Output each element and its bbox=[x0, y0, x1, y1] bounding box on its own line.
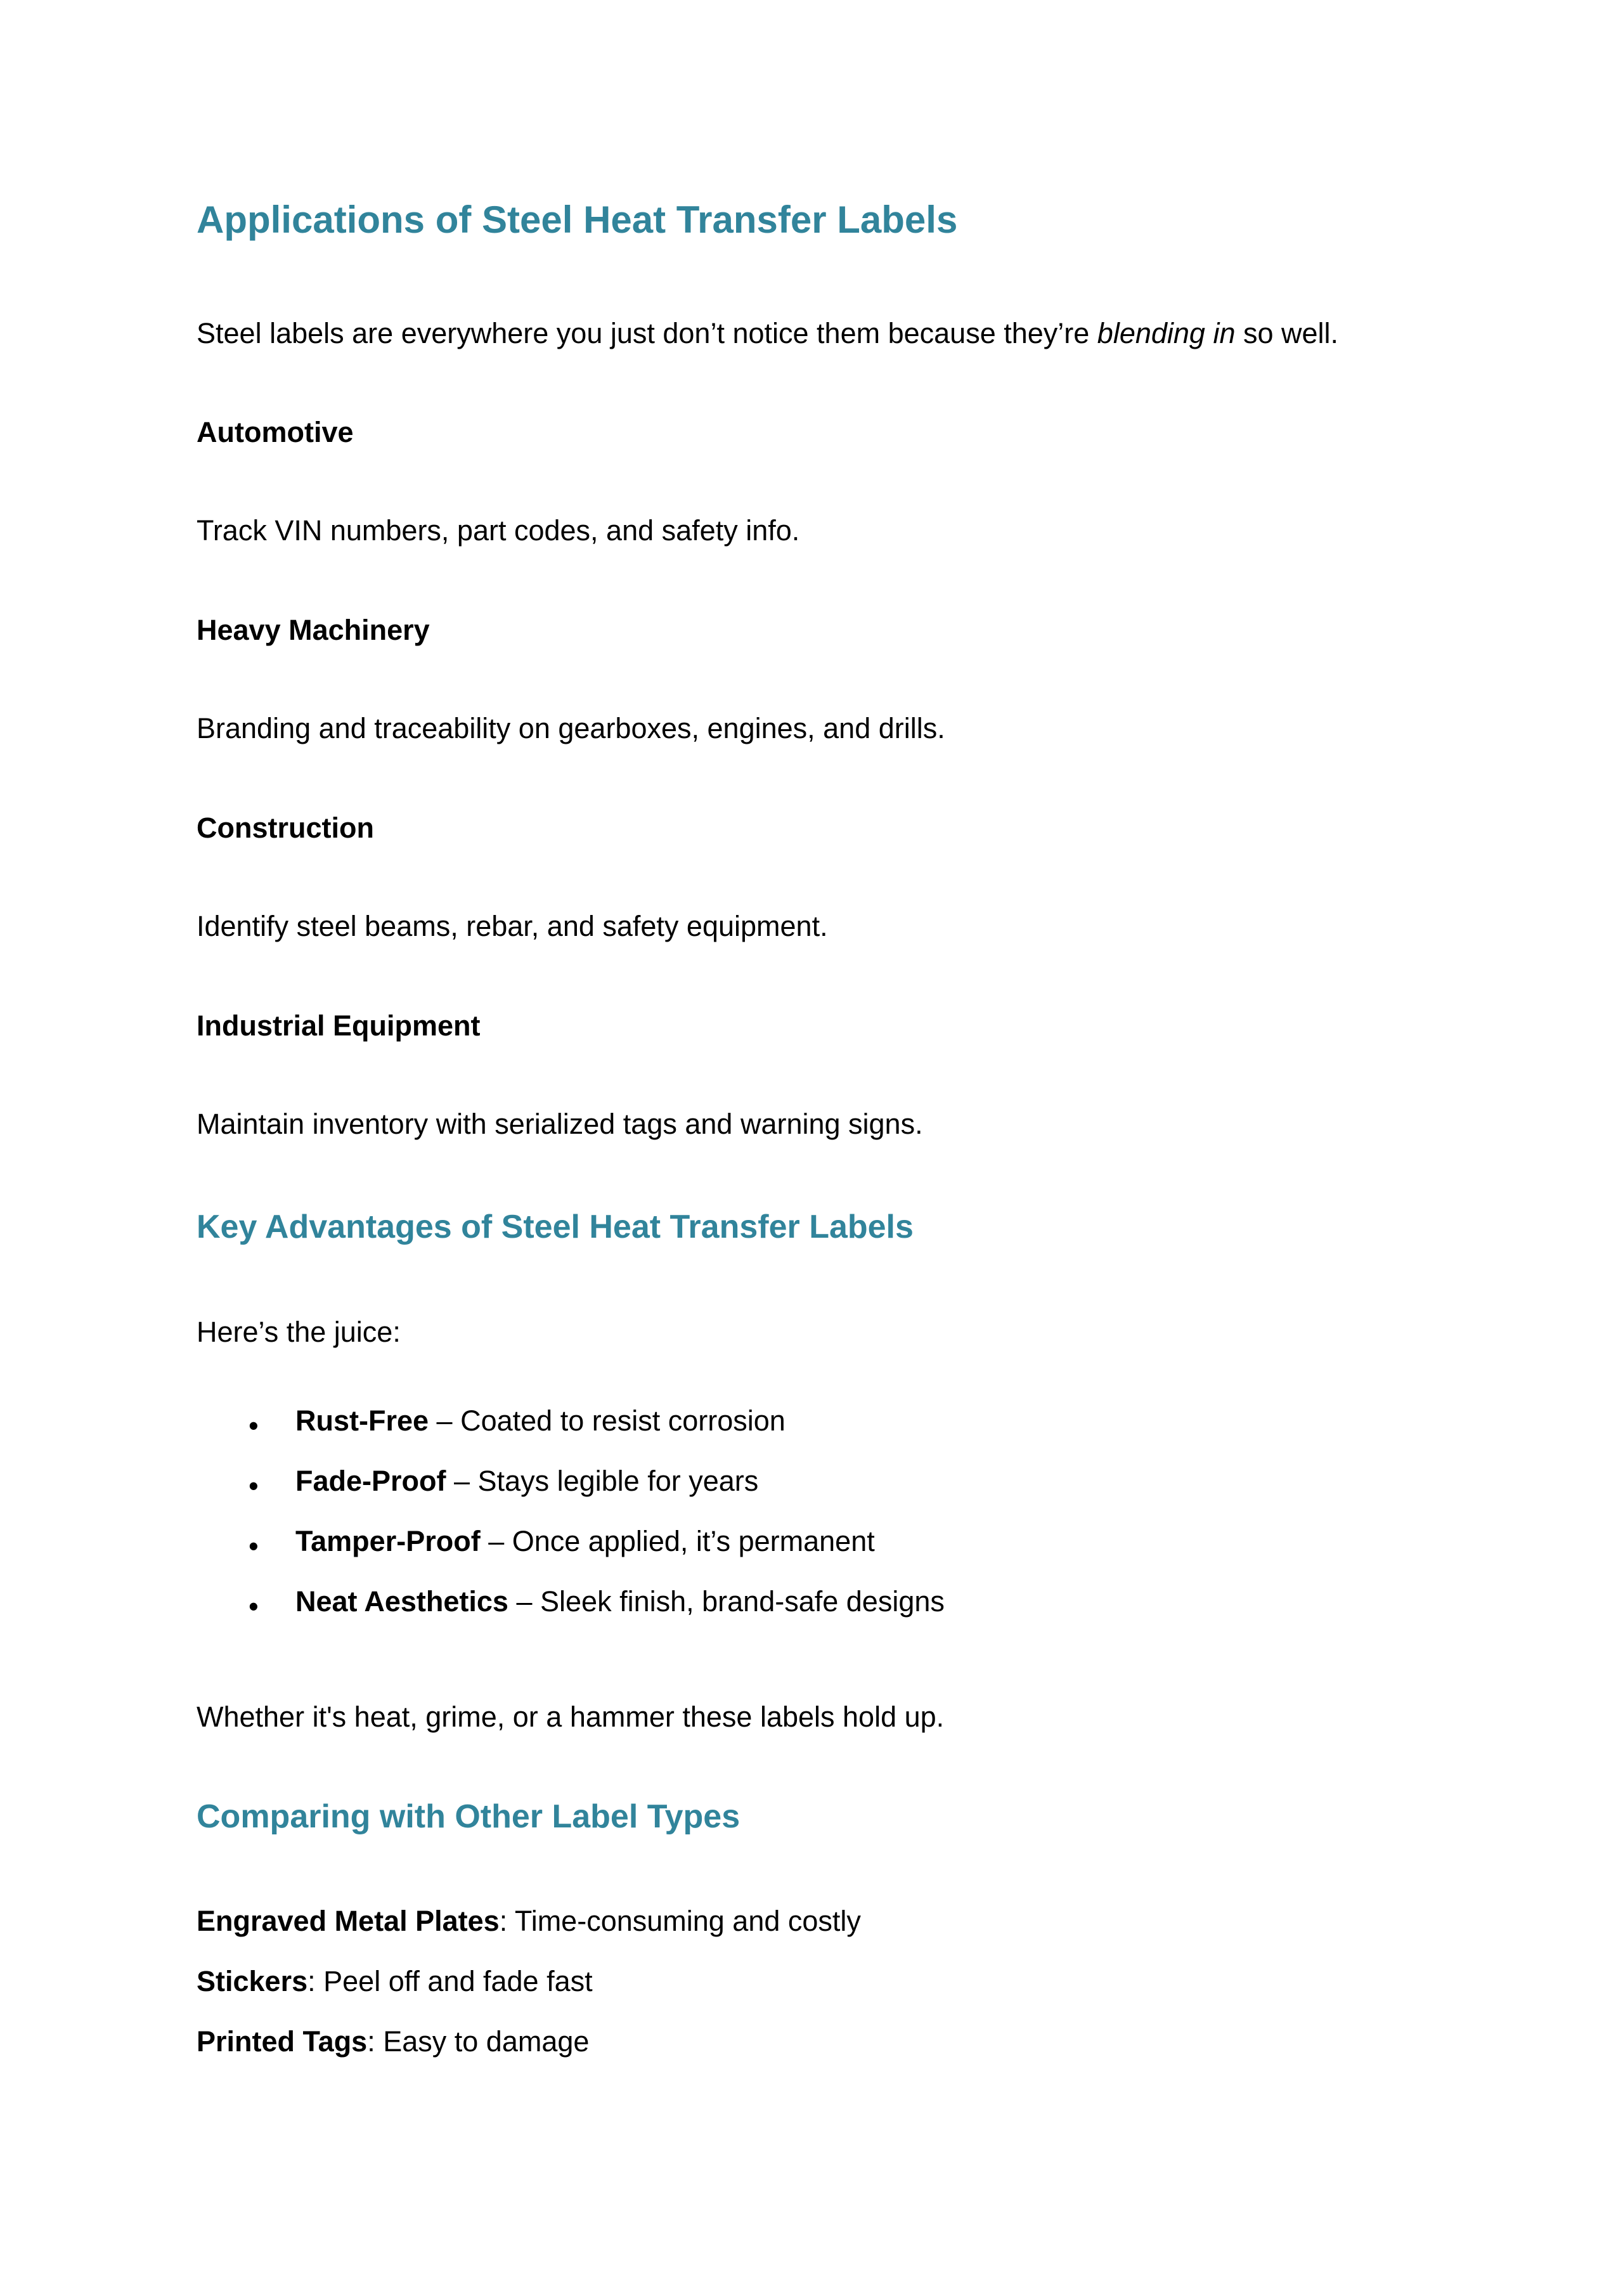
applications-intro bbox=[197, 317, 1338, 350]
list-item-desc: – Stays legible for years bbox=[446, 1465, 759, 1497]
list-item-term: Tamper-Proof bbox=[295, 1525, 481, 1557]
subheading-construction: Construction bbox=[197, 812, 374, 844]
section-heading-comparing: Comparing with Other Label Types bbox=[197, 1798, 740, 1835]
comparison-desc: : Peel off and fade fast bbox=[307, 1965, 593, 1997]
text-heavy-machinery: Branding and traceability on gearboxes, engines, and drills. bbox=[197, 712, 945, 744]
list-item-term: Rust-Free bbox=[295, 1404, 429, 1437]
comparison-desc: : Time-consuming and costly bbox=[499, 1905, 861, 1937]
advantages-intro: Here’s the juice: bbox=[197, 1316, 401, 1348]
list-item-text bbox=[295, 1465, 758, 1498]
section-heading-applications: Applications of Steel Heat Transfer Labels bbox=[197, 198, 958, 241]
list-item-text bbox=[295, 1404, 786, 1437]
text-construction: Identify steel beams, rebar, and safety equipment. bbox=[197, 910, 828, 942]
bullet-icon: • bbox=[249, 1470, 259, 1502]
comparison-term: Engraved Metal Plates bbox=[197, 1905, 500, 1937]
list-item-desc: – Once applied, it’s permanent bbox=[480, 1525, 875, 1557]
list-item-term: Neat Aesthetics bbox=[295, 1585, 508, 1618]
intro-text-start: Steel labels are everywhere you just don’t notice them because they’re bbox=[197, 317, 1097, 349]
list-item-desc: – Sleek finish, brand-safe designs bbox=[508, 1585, 945, 1618]
intro-text-end: so well. bbox=[1235, 317, 1339, 349]
advantages-outro: Whether it's heat, grime, or a hammer these labels hold up. bbox=[197, 1701, 945, 1733]
text-automotive: Track VIN numbers, part codes, and safety info. bbox=[197, 514, 800, 547]
comparison-term: Stickers bbox=[197, 1965, 308, 1997]
bullet-icon: • bbox=[249, 1530, 259, 1562]
comparison-term: Printed Tags bbox=[197, 2025, 368, 2058]
intro-emphasis: blending in bbox=[1097, 317, 1236, 349]
subheading-industrial-equipment: Industrial Equipment bbox=[197, 1009, 481, 1042]
subheading-automotive: Automotive bbox=[197, 416, 354, 448]
list-item-text bbox=[295, 1525, 875, 1558]
comparison-engraved bbox=[197, 1905, 861, 1938]
text-industrial-equipment: Maintain inventory with serialized tags and warning signs. bbox=[197, 1108, 923, 1140]
list-item-term: Fade-Proof bbox=[295, 1465, 446, 1497]
comparison-desc: : Easy to damage bbox=[367, 2025, 590, 2058]
list-item-text bbox=[295, 1585, 945, 1618]
comparison-printed-tags bbox=[197, 2025, 589, 2058]
section-heading-advantages: Key Advantages of Steel Heat Transfer Labels bbox=[197, 1209, 914, 1245]
bullet-icon: • bbox=[249, 1590, 259, 1623]
comparison-stickers bbox=[197, 1965, 593, 1998]
subheading-heavy-machinery: Heavy Machinery bbox=[197, 614, 430, 646]
list-item-desc: – Coated to resist corrosion bbox=[429, 1404, 786, 1437]
bullet-icon: • bbox=[249, 1410, 259, 1442]
